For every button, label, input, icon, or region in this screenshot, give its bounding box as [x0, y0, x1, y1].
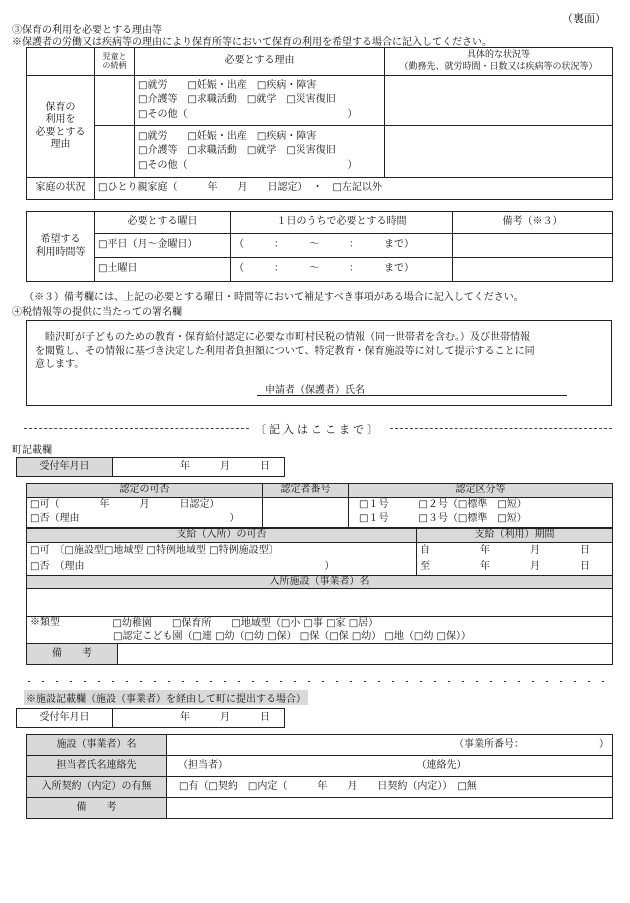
staff-label: 担当者氏名連絡先: [27, 756, 167, 777]
weekday-time[interactable]: （ ： ～ ： まで）: [231, 234, 453, 258]
hope-label: 希望する 利用時間等: [27, 212, 95, 282]
divider-line-right: [390, 428, 612, 429]
pay-options[interactable]: □可 〔□施設型□地域型 □特例地域型 □特例施設型〕 □否 （理由 ）: [27, 542, 417, 575]
detail-cell-1[interactable]: [385, 76, 613, 126]
saturday-note[interactable]: [453, 258, 613, 282]
signature-line[interactable]: [257, 395, 567, 396]
note-header: 備考（※３）: [453, 212, 613, 234]
saturday-checkbox[interactable]: □土曜日: [95, 258, 231, 282]
saturday-time[interactable]: （ ： ～ ： まで）: [231, 258, 453, 282]
reason-table: [26, 47, 613, 200]
header-blank: [27, 48, 95, 76]
hope-table: [26, 211, 613, 282]
cert-no-cell[interactable]: [263, 497, 349, 527]
footnote-3: （※３）備考欄には、上記の必要とする曜日・時間等において補足すべき事項がある場合に記入してください。: [24, 292, 524, 303]
signature-label: 申請者（保護者）氏名: [265, 385, 365, 396]
facility-remarks-cell[interactable]: [167, 798, 613, 819]
section4-title: ④税情報等の提供に当たっての署名欄: [12, 307, 182, 318]
time-header: １日のうちで必要とする時間: [231, 212, 453, 234]
facility-received-table: [16, 708, 285, 728]
detail-header: 具体的な状況等 （勤務先、就労時間・日数又は疾病等の状況等）: [385, 48, 613, 76]
town-remarks-row[interactable]: [27, 644, 613, 665]
pay-header: 支給（入所）の可否: [27, 529, 417, 543]
divider-label: 〔記入はここまで〕: [255, 423, 381, 436]
facility-remarks-label: 備 考: [27, 798, 167, 819]
town-received-table: [16, 457, 285, 477]
relation-cell-1[interactable]: [95, 76, 135, 126]
reason-header: 必要とする理由: [135, 48, 385, 76]
facility-name-label: 施設（事業者）名: [27, 735, 167, 756]
weekday-note[interactable]: [453, 234, 613, 258]
period-header: 支給（利用）期間: [417, 529, 613, 543]
facility-name-header: 入所施設（事業者）名: [27, 575, 613, 589]
cert-class-options[interactable]: □１号 □２号（□標準 □短） □１号 □３号（□標準 □短）: [349, 497, 613, 527]
divider-line-left: [24, 428, 249, 429]
day-header: 必要とする曜日: [95, 212, 231, 234]
facility-section-title: ※施設記載欄（施設（事業者）を経由して町に提出する場合）: [24, 690, 308, 705]
consent-text: 睦沢町が子どものための教育・保育給付認定に必要な市町村民税の情報（同一世帯者を含む。）及び世帯情報 を閲覧し、その情報に基づき決定した利用者負担額について、特定教育・保育施設等に対して提示することに同 意します。: [35, 332, 535, 370]
family-value[interactable]: □ひとり親家庭（ 年 月 日認定） ・ □左記以外: [95, 178, 613, 200]
type-options[interactable]: ※類型 □幼稚園 □保育所 □地域型（□小 □事 □家 □居） □認定こども園（□連 □幼（□幼 □保） □保（□保 □幼） □地（□幼 □保））: [27, 617, 613, 644]
contract-label: 入所契約（内定）の有無: [27, 777, 167, 798]
approve-options[interactable]: □可（ 年 月 日認定） □否（理由 ）: [27, 497, 263, 527]
relation-cell-2[interactable]: [95, 126, 135, 178]
relation-header: 児童と の続柄: [95, 48, 135, 76]
period-dates[interactable]: 自 年 月 日 至 年 月 日: [417, 542, 613, 575]
town-received-label: 受付年月日: [17, 458, 113, 477]
section3-title: ③保育の利用を必要とする理由等: [12, 25, 162, 36]
consent-box: [26, 320, 612, 406]
town-approval-table: [26, 483, 613, 528]
weekday-checkbox[interactable]: □平日（月～金曜日）: [95, 234, 231, 258]
reason-checkbox-group-1[interactable]: □就労 □妊娠・出産 □疾病・障害 □介護等 □求職活動 □就学 □災害復旧 □その他（ ）: [135, 76, 385, 126]
detail-cell-2[interactable]: [385, 126, 613, 178]
dotted-separator: [22, 680, 612, 682]
town-payment-table: [26, 528, 613, 665]
contract-options[interactable]: □有（□契約 □内定（ 年 月 日契約（内定）） □無: [167, 777, 613, 798]
staff-contact-cell[interactable]: （担当者） （連絡先）: [167, 756, 613, 777]
reason-row-label: 保育の 利用を 必要とする 理由: [27, 76, 95, 178]
facility-received-label: 受付年月日: [17, 709, 113, 728]
approve-header: 認定の可否: [27, 484, 263, 498]
town-received-date[interactable]: 年 月 日: [113, 458, 285, 477]
page-side-label: （裏面）: [562, 12, 606, 25]
town-remarks-label: 備 考: [27, 644, 118, 664]
town-section-title: 町記載欄: [12, 445, 52, 456]
facility-received-date[interactable]: 年 月 日: [113, 709, 285, 728]
cert-no-header: 認定者番号: [263, 484, 349, 498]
reason-checkbox-group-2[interactable]: □就労 □妊娠・出産 □疾病・障害 □介護等 □求職活動 □就学 □災害復旧 □その他（ ）: [135, 126, 385, 178]
office-number[interactable]: （事業所番号： ）: [167, 735, 613, 756]
facility-table: [26, 734, 613, 819]
section3-note: ※保護者の労働又は疾病等の理由により保育所等において保育の利用を希望する場合に記入してください。: [12, 37, 492, 48]
cert-class-header: 認定区分等: [349, 484, 613, 498]
facility-name-cell[interactable]: [27, 589, 613, 617]
family-label: 家庭の状況: [27, 178, 95, 200]
